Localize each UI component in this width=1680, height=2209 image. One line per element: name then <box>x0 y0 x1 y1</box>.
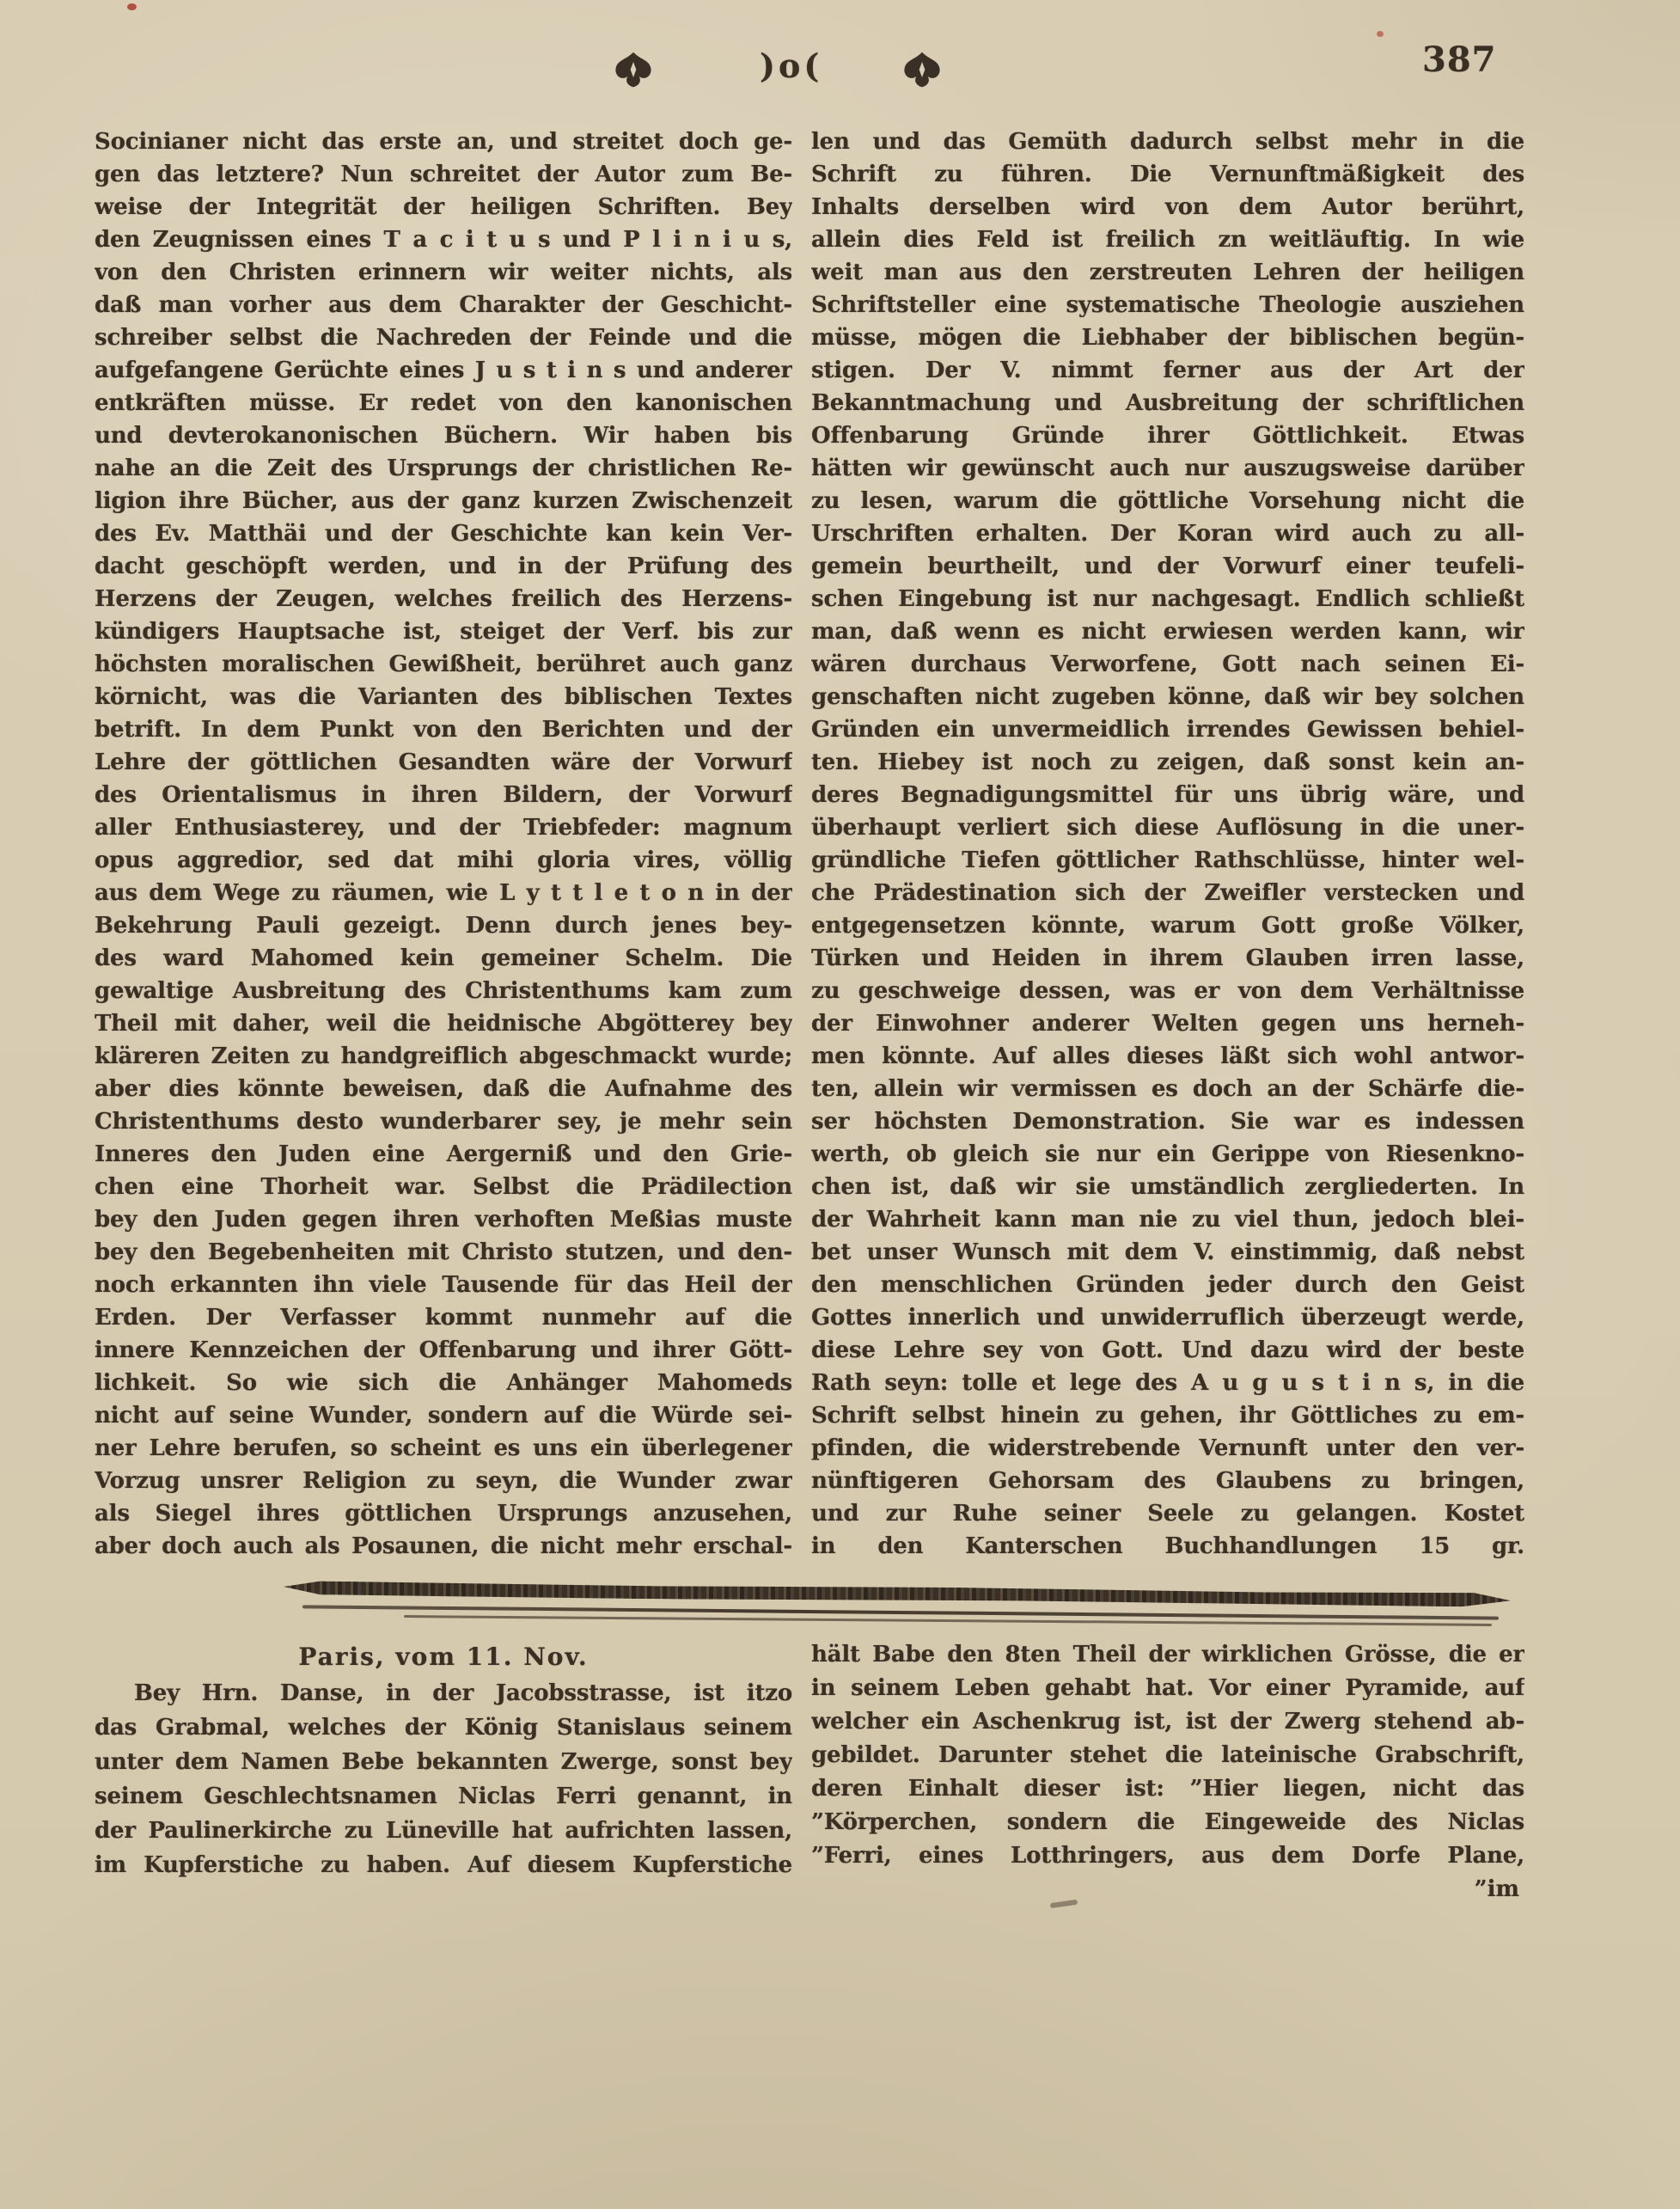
text-line: opus aggredior, sed dat mihi gloria vires, völlig <box>95 847 792 873</box>
text-line: gründliche Tiefen göttlicher Rathschlüsse, hinter wel- <box>811 847 1524 873</box>
text-line: ”Körperchen, sondern die Eingeweide des Niclas <box>811 1809 1524 1835</box>
article-left-column <box>95 125 792 1563</box>
text-line: der Wahrheit kann man nie zu viel thun, jedoch blei- <box>811 1207 1524 1233</box>
text-line: werth, ob gleich sie nur ein Gerippe von Riesenkno- <box>811 1141 1524 1167</box>
text-line: kündigers Hauptsache ist, steiget der Verf. bis zur <box>95 619 792 645</box>
text-line: Socinianer nicht das erste an, und streitet doch ge- <box>95 129 792 155</box>
text-line: Bekanntmachung und Ausbreitung der schriftlichen <box>811 390 1524 416</box>
text-line: Gründen ein unvermeidlich irrendes Gewissen behiel- <box>811 717 1524 743</box>
text-line: Offenbarung Gründe ihrer Göttlichkeit. Etwas <box>811 423 1524 449</box>
text-line: stigen. Der V. nimmt ferner aus der Art der <box>811 358 1524 383</box>
text-line: ner Lehre berufen, so scheint es uns ein überlegener <box>95 1435 792 1461</box>
text-line: betrift. In dem Punkt von den Berichten und der <box>95 717 792 743</box>
text-line: aber dies könnte beweisen, daß die Aufnahme des <box>95 1076 792 1102</box>
gathering-signature-mark: )o( <box>760 46 823 85</box>
text-line: Rath seyn: tolle et lege des A u g u s t i n s, in die <box>811 1370 1524 1396</box>
text-line: gemein beurtheilt, und der Vorwurf einer teufeli- <box>811 554 1524 579</box>
text-line: man, daß wenn es nicht erwiesen werden kann, wir <box>811 619 1524 645</box>
text-line: ten. Hiebey ist noch zu zeigen, daß sonst kein an- <box>811 750 1524 775</box>
text-line: gebildet. Darunter stehet die lateinische Grabschrift, <box>811 1742 1524 1768</box>
text-line: nahe an die Zeit des Ursprungs der christlichen Re- <box>95 456 792 481</box>
text-line: aufgefangene Gerüchte eines J u s t i n s und anderer <box>95 358 792 383</box>
text-line: ser höchsten Demonstration. Sie war es indessen <box>811 1109 1524 1135</box>
paris-section-heading: Paris, vom 11. Nov. <box>298 1643 589 1671</box>
text-line: innere Kennzeichen der Offenbarung und ihrer Gött- <box>95 1337 792 1363</box>
text-line: Schrift selbst hinein zu gehen, ihr Göttliches zu em- <box>811 1403 1524 1429</box>
text-line: das Grabmal, welches der König Stanislaus seinem <box>95 1715 792 1741</box>
text-line: Bekehrung Pauli gezeigt. Denn durch jenes bey- <box>95 913 792 939</box>
text-line: der Einwohner anderer Welten gegen uns herneh- <box>811 1011 1524 1037</box>
text-line: und zur Ruhe seiner Seele zu gelangen. Kostet <box>811 1501 1524 1527</box>
paris-right-column <box>811 1638 1524 1906</box>
text-line: pfinden, die widerstrebende Vernunft unter den ver- <box>811 1435 1524 1461</box>
section-separator-band <box>284 1581 1511 1607</box>
text-line: Schrift zu führen. Die Vernunftmäßigkeit des <box>811 162 1524 187</box>
text-line: genschaften nicht zugeben könne, daß wir bey solchen <box>811 684 1524 710</box>
text-line: ligion ihre Bücher, aus der ganz kurzen Zwischenzeit <box>95 488 792 514</box>
text-line: len und das Gemüth dadurch selbst mehr in die <box>811 129 1524 155</box>
text-line: nicht auf seine Wunder, sondern auf die Würde sei- <box>95 1403 792 1429</box>
text-line: weise der Integrität der heiligen Schriften. Bey <box>95 194 792 220</box>
text-line: von den Christen erinnern wir weiter nichts, als <box>95 260 792 285</box>
text-line: des Orientalismus in ihren Bildern, der Vorwurf <box>95 782 792 808</box>
text-line: aber doch auch als Posaunen, die nicht mehr erschal- <box>95 1533 792 1559</box>
text-line: aller Enthusiasterey, und der Triebfeder: magnum <box>95 815 792 841</box>
paris-left-column <box>95 1638 792 1882</box>
text-line: noch erkannten ihn viele Tausende für das Heil der <box>95 1272 792 1298</box>
text-line: welcher ein Aschenkrug ist, ist der Zwerg stehend ab- <box>811 1709 1524 1735</box>
text-line: zu lesen, warum die göttliche Vorsehung nicht die <box>811 488 1524 514</box>
fleuron-left-icon <box>610 50 657 89</box>
text-line: körnicht, was die Varianten des biblischen Textes <box>95 684 792 710</box>
text-line: Gottes innerlich und unwiderruflich überzeugt werde, <box>811 1305 1524 1331</box>
text-line: des Ev. Matthäi und der Geschichte kan kein Ver- <box>95 521 792 547</box>
catchword: ”im <box>1474 1876 1519 1902</box>
text-line: nünftigeren Gehorsam des Glaubens zu bringen, <box>811 1468 1524 1494</box>
text-line: entgegensetzen könnte, warum Gott große Völker, <box>811 913 1524 939</box>
text-line: chen eine Thorheit war. Selbst die Prädilection <box>95 1174 792 1200</box>
text-line: in den Kanterschen Buchhandlungen 15 gr. <box>811 1533 1524 1559</box>
article-right-column <box>811 125 1524 1563</box>
text-line: des ward Mahomed kein gemeiner Schelm. Die <box>95 945 792 971</box>
text-line: gewaltige Ausbreitung des Christenthums kam zum <box>95 978 792 1004</box>
text-line: Inneres den Juden eine Aergerniß und den Grie- <box>95 1141 792 1167</box>
text-line: müsse, mögen die Liebhaber der biblischen begün- <box>811 325 1524 351</box>
text-line: der Paulinerkirche zu Lüneville hat aufrichten lassen, <box>95 1818 792 1844</box>
text-line: deren Einhalt dieser ist: ”Hier liegen, nicht das <box>811 1776 1524 1802</box>
paper-speck <box>127 3 137 10</box>
paris-left-lines <box>95 1676 792 1882</box>
text-line: ”Ferri, eines Lotthringers, aus dem Dorfe Plane, <box>811 1843 1524 1869</box>
text-line: che Prädestination sich der Zweifler verstecken und <box>811 880 1524 906</box>
text-line: Schriftsteller eine systematische Theologie ausziehen <box>811 292 1524 318</box>
text-line: höchsten moralischen Gewißheit, berühret auch ganz <box>95 652 792 677</box>
text-line: entkräften müsse. Er redet von den kanonischen <box>95 390 792 416</box>
text-line: diese Lehre sey von Gott. Und dazu wird der beste <box>811 1337 1524 1363</box>
text-line: allein dies Feld ist freilich zn weitläuftig. In wie <box>811 227 1524 253</box>
text-line: kläreren Zeiten zu handgreiflich abgeschmackt wurde; <box>95 1043 792 1069</box>
text-line: wären durchaus Verworfene, Gott nach seinen Ei- <box>811 652 1524 677</box>
text-line: Theil mit daher, weil die heidnische Abgötterey bey <box>95 1011 792 1037</box>
text-line: aus dem Wege zu räumen, wie L y t t l e t o n in der <box>95 880 792 906</box>
text-line: hält Babe den 8ten Theil der wirklichen Grösse, die er <box>811 1642 1524 1667</box>
text-line: gen das letztere? Nun schreitet der Autor zum Be- <box>95 162 792 187</box>
text-line: lichkeit. So wie sich die Anhänger Mahomeds <box>95 1370 792 1396</box>
text-line: weit man aus den zerstreuten Lehren der heiligen <box>811 260 1524 285</box>
text-line: schreiber selbst die Nachreden der Feinde und die <box>95 325 792 351</box>
text-line: bey den Juden gegen ihren verhoften Meßias muste <box>95 1207 792 1233</box>
text-line: bey den Begebenheiten mit Christo stutzen, und den- <box>95 1239 792 1265</box>
text-line: und devterokanonischen Büchern. Wir haben bis <box>95 423 792 449</box>
text-line: als Siegel ihres göttlichen Ursprungs anzusehen, <box>95 1501 792 1527</box>
text-line: zu geschweige dessen, was er von dem Verhältnisse <box>811 978 1524 1004</box>
paper-speck <box>1377 31 1384 37</box>
text-line: Christenthums desto wunderbarer sey, je mehr sein <box>95 1109 792 1135</box>
text-line: dacht geschöpft werden, und in der Prüfung des <box>95 554 792 579</box>
text-line: Inhalts derselben wird von dem Autor berührt, <box>811 194 1524 220</box>
text-line: Herzens der Zeugen, welches freilich des Herzens- <box>95 586 792 612</box>
text-line: unter dem Namen Bebe bekannten Zwerge, sonst bey <box>95 1749 792 1775</box>
text-line: bet unser Wunsch mit dem V. einstimmig, daß nebst <box>811 1239 1524 1265</box>
text-line: Lehre der göttlichen Gesandten wäre der Vorwurf <box>95 750 792 775</box>
text-line: den menschlichen Gründen jeder durch den Geist <box>811 1272 1524 1298</box>
text-line: Türken und Heiden in ihrem Glauben irren lasse, <box>811 945 1524 971</box>
text-line: deres Begnadigungsmittel für uns übrig wäre, und <box>811 782 1524 808</box>
text-line: im Kupferstiche zu haben. Auf diesem Kupferstiche <box>95 1852 792 1878</box>
text-line: den Zeugnissen eines T a c i t u s und P l i n i u s, <box>95 227 792 253</box>
text-line: schen Eingebung ist nur nachgesagt. Endlich schließt <box>811 586 1524 612</box>
text-line: Vorzug unsrer Religion zu seyn, die Wunder zwar <box>95 1468 792 1494</box>
text-line: überhaupt verliert sich diese Auflösung in die uner- <box>811 815 1524 841</box>
paris-right-lines <box>811 1638 1524 1873</box>
text-line: Erden. Der Verfasser kommt nunmehr auf die <box>95 1305 792 1331</box>
text-line: ten, allein wir vermissen es doch an der Schärfe die- <box>811 1076 1524 1102</box>
text-line: men könnte. Auf alles dieses läßt sich wohl antwor- <box>811 1043 1524 1069</box>
text-line: daß man vorher aus dem Charakter der Geschicht- <box>95 292 792 318</box>
fleuron-right-icon <box>899 50 945 89</box>
text-line: Bey Hrn. Danse, in der Jacobsstrasse, ist itzo <box>134 1680 792 1706</box>
text-line: seinem Geschlechtsnamen Niclas Ferri genannt, in <box>95 1784 792 1809</box>
text-line: in seinem Leben gehabt hat. Vor einer Pyramide, auf <box>811 1675 1524 1701</box>
text-line: hätten wir gewünscht auch nur auszugsweise darüber <box>811 456 1524 481</box>
text-line: chen ist, daß wir sie umständlich zergliederten. In <box>811 1174 1524 1200</box>
page-number: 387 <box>1422 40 1497 80</box>
text-line: Urschriften erhalten. Der Koran wird auch zu all- <box>811 521 1524 547</box>
